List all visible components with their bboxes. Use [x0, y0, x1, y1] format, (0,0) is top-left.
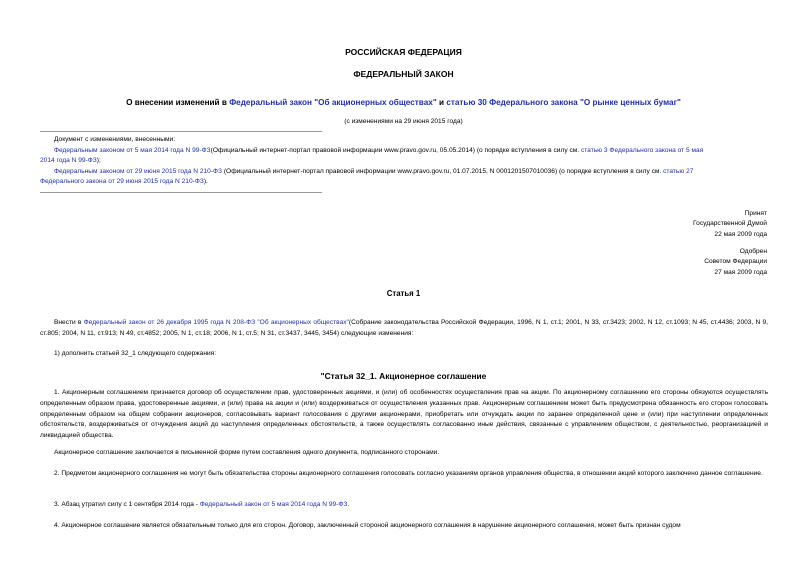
changes-block [40, 135, 770, 188]
adopted-block [693, 209, 767, 240]
article-1-intro [40, 318, 768, 340]
paragraph-1: 1. Акционерным соглашением признается договор об осуществлении прав, удостоверенных акциями, и (или) об особенностях осуществления прав на акции. По акционерному соглашению его стороны обязуются осуществлять определенным образом права, удостоверенные акциями, и (или) права на акции и (или) воздерживаться от осуществления указанных прав. Акционерным соглашением может быть предусмотрена обязанность его сторон голосовать определенным образом на общем собрании акционеров, согласовывать вариант голосования с другими акционерами, приобретать или отчуждать акции по заранее определенной цене и (или) при наступлении определенных обстоятельств, воздерживаться от отчуждения акций до наступления определенных обстоятельств, а также осуществлять согласованно иные действия, связанные с управлением обществом, с деятельностью, реорганизацией и ликвидацией общества. [40, 389, 768, 440]
revision-note: (с изменениями на 29 июня 2015 года) [344, 118, 463, 125]
title-link-joint-stock-law[interactable]: Федеральный закон "Об акционерных обществах" [229, 98, 437, 107]
adopted-line-2: Государственной Думой [693, 220, 767, 228]
approved-block [704, 247, 767, 278]
adopted-line-3: 22 мая 2009 года [714, 230, 767, 238]
change-item-2 [40, 167, 770, 188]
law-type-heading: ФЕДЕРАЛЬНЫЙ ЗАКОН [353, 69, 454, 79]
paragraph-2: Акционерное соглашение заключается в письменной форме путем составления одного документа, подписанного сторонами. [54, 449, 440, 456]
adopted-line-1: Принят [744, 210, 767, 217]
country-heading: РОССИЙСКАЯ ФЕДЕРАЦИЯ [345, 47, 462, 57]
p4-post: . [347, 501, 350, 508]
change-1-text: (Официальный интернет-портал правовой информации www.pravo.gov.ru, 05.05.2014) (о порядке вступления в силу см. [210, 146, 581, 154]
change-1-article-link-a[interactable]: статью 3 Федерального закона от 5 мая [580, 146, 704, 154]
approved-line-3: 27 мая 2009 года [714, 268, 767, 276]
approved-line-1: Одобрен [739, 248, 767, 255]
p4-pre: 3. Абзац утратил силу с 1 сентября 2014 года - [54, 501, 200, 508]
change-2-tail: ). [203, 178, 208, 185]
change-2-text: (Официальный интернет-портал правовой информации www.pravo.gov.ru, 01.07.2015, N 0001201507010036) (о порядке вступления в силу см. [222, 167, 664, 175]
change-1-article-link-b[interactable]: 2014 года N 99-ФЗ [40, 157, 97, 164]
paragraph-4 [40, 500, 768, 511]
divider-bottom [40, 192, 322, 193]
approved-line-2: Советом Федерации [704, 258, 767, 266]
change-1-tail: ); [96, 157, 101, 164]
title-link-securities-law[interactable]: статью 30 Федерального закона "О рынке ценных бумаг" [446, 98, 681, 107]
change-1-law-link[interactable]: Федеральным законом от 5 мая 2014 года N 99-ФЗ [54, 146, 211, 154]
document-title [0, 98, 807, 107]
change-2-law-link[interactable]: Федеральным законом от 29 июня 2015 года N 210-ФЗ [54, 167, 223, 175]
paragraph-3: 2. Предметом акционерного соглашения не могут быть обязательства стороны акционерного соглашения голосовать согласно указаниям органов управления общества, в отношении акций которого заключено данное соглашение. [54, 470, 763, 477]
intro-post: (Собрание законодательства Российской Федерации, 1996, N 1, ст.1; 2001, N 33, ст.3423; 2002, N 12, ст.1093; N 45, ст.4436; 2003, N 9, ст.805; 2004, N 11, ст.913; N 49, ст.4852; 2005, N 1, ст.18; 2006, N 1, ст.5; N 31, ст.3437, 3445, 3454) следующие изменения: [40, 319, 768, 337]
paragraph-5: 4. Акционерное соглашение является обязательным только для его сторон. Договор, заключенный стороной акционерного соглашения в нарушение акционерного соглашения, может быть признан судом [54, 522, 681, 529]
article-32-1-heading: "Статья 32_1. Акционерное соглашение [320, 371, 487, 381]
divider-top [40, 131, 322, 132]
p4-law-link[interactable]: Федеральный закон от 5 мая 2014 года N 99-ФЗ [199, 501, 348, 508]
intro-law-link[interactable]: Федеральный закон от 26 декабря 1995 года N 208-ФЗ "Об акционерных обществах" [83, 319, 349, 326]
article-1-heading: Статья 1 [386, 289, 421, 298]
changes-heading: Документ с изменениями, внесенными: [54, 136, 176, 143]
title-prefix: О внесении изменений в [126, 98, 230, 107]
change-2-article-link-a[interactable]: статью 27 [663, 167, 694, 175]
article-1-item-1: 1) дополнить статьей 32_1 следующего содержания: [54, 350, 217, 357]
change-2-article-link-b[interactable]: Федерального закона от 29 июня 2015 года N 210-ФЗ [40, 178, 204, 185]
intro-pre: Внести в [54, 319, 84, 326]
change-item-1 [40, 146, 770, 167]
title-mid: и [436, 98, 447, 107]
